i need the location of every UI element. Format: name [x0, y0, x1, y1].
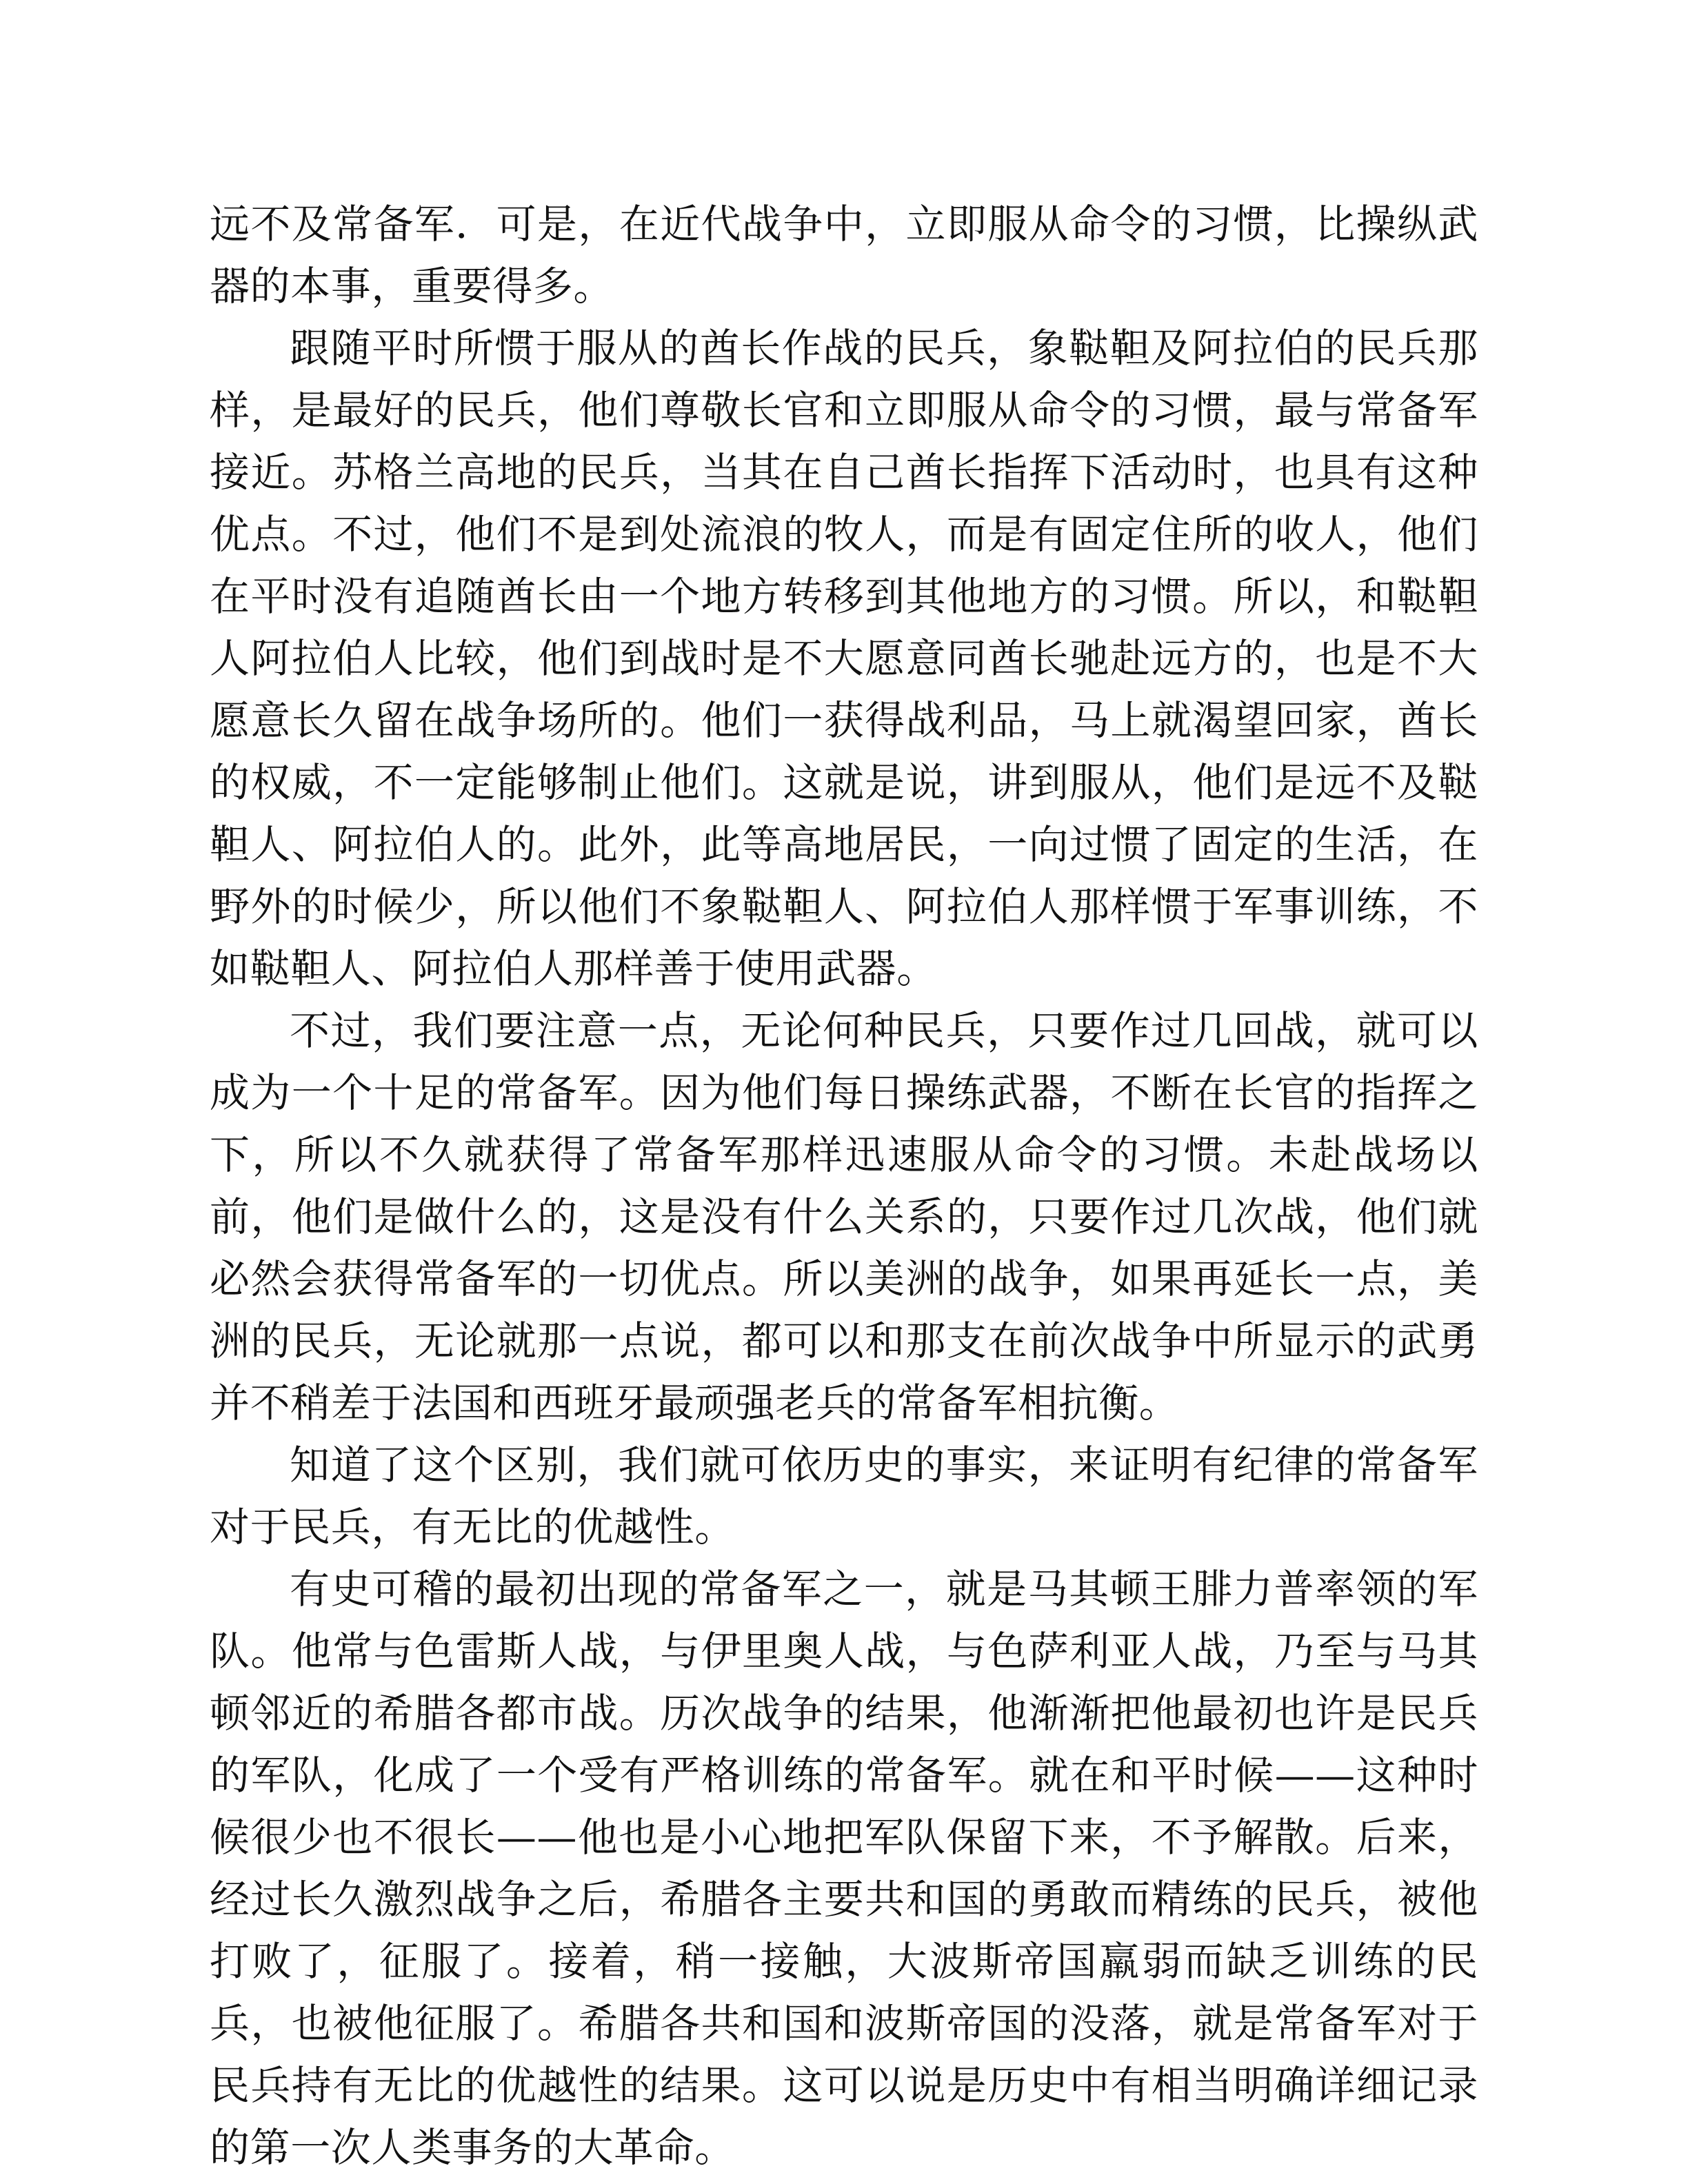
paragraph-2: 跟随平时所惯于服从的酋长作战的民兵，象鞑靼及阿拉伯的民兵那样，是最好的民兵，他们尊敬长官和立即服从命令的习惯，最与常备军接近。苏格兰高地的民兵，当其在自己酋长指挥下活动时，也具有这种优点。不过，他们不是到处流浪的牧人，而是有固定住所的收人，他们在平时没有追随酋长由一个地方转移到其他地方的习惯。所以，和鞑靼人阿拉伯人比较，他们到战时是不大愿意同酋长驰赴远方的，也是不大愿意长久留在战争场所的。他们一获得战利品，马上就渴望回家，酋长的权威，不一定能够制止他们。这就是说，讲到服从，他们是远不及鞑靼人、阿拉伯人的。此外，此等高地居民，一向过惯了固定的生活，在野外的时候少，所以他们不象鞑靼人、阿拉伯人那样惯于军事训练，不如鞑靼人、阿拉伯人那样善于使用武器。 — [210, 325, 1478, 992]
paragraph-1: 远不及常备军．可是，在近代战争中，立即服从命令的习惯，比操纵武器的本事，重要得多。 — [210, 201, 1478, 310]
paragraph-3: 不过，我们要注意一点，无论何种民兵，只要作过几回战，就可以成为一个十足的常备军。因为他们每日操练武器，不断在长官的指挥之下，所以不久就获得了常备军那样迅速服从命令的习惯。未赴战场以前，他们是做什么的，这是没有什么关系的，只要作过几次战，他们就必然会获得常备军的一切优点。所以美洲的战争，如果再延长一点，美洲的民兵，无论就那一点说，都可以和那支在前次战争中所显示的武勇并不稍差于法国和西班牙最顽强老兵的常备军相抗衡。 — [210, 1007, 1478, 1426]
paragraph-5: 有史可稽的最初出现的常备军之一，就是马其顿王腓力普率领的军队。他常与色雷斯人战，与伊里奥人战，与色萨利亚人战，乃至与马其顿邻近的希腊各都市战。历次战争的结果，他渐渐把他最初也许是民兵的军队，化成了一个受有严格训练的常备军。就在和平时候——这种时候很少也不很长——他也是小心地把军队保留下来，不予解散。后来，经过长久激烈战争之后，希腊各主要共和国的勇敢而精练的民兵，被他打败了，征服了。接着，稍一接触，大波斯帝国羸弱而缺乏训练的民兵，也被他征服了。希腊各共和国和波斯帝国的没落，就是常备军对于民兵持有无比的优越性的结果。这可以说是历史中有相当明确详细记录的第一次人类事务的大革命。 — [210, 1566, 1478, 2171]
page-body — [210, 193, 1478, 2178]
paragraph-4: 知道了这个区别，我们就可依历史的事实，来证明有纪律的常备军对于民兵，有无比的优越性。 — [210, 1442, 1478, 1550]
